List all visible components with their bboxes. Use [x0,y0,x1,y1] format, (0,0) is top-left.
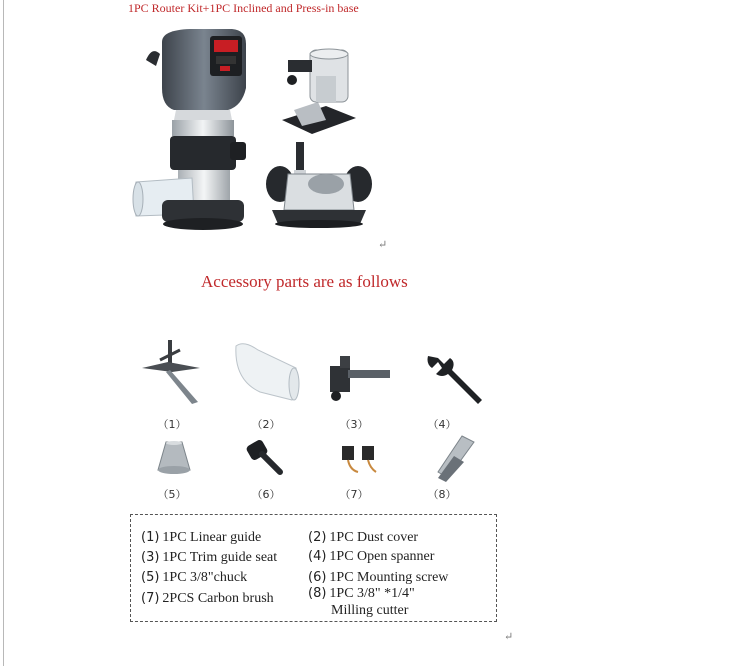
accessory-number: （1） [157,418,187,431]
legend-item [308,549,434,564]
legend-text: 1PC Mounting screw [329,570,449,585]
legend-text: 1PC 3/8"chuck [162,570,248,585]
legend-number: (3) [141,550,160,565]
open-spanner-icon [424,352,484,408]
plunge-base-image [264,140,374,230]
legend-text: 1PC Dust cover [329,530,419,545]
accessory-number: （3） [339,418,369,431]
legend-item [141,530,261,545]
legend-item [141,570,247,585]
linear-guide-icon [140,338,206,406]
legend-number: (2) [308,530,327,545]
legend-text: 2PCS Carbon brush [162,591,274,606]
dust-cover-icon [230,340,302,406]
milling-cutter-icon [432,432,478,484]
legend-item [141,591,274,606]
paragraph-mark: ↵ [504,631,514,643]
accessory-number: （7） [339,488,369,501]
legend-text: 1PC Trim guide seat [162,550,278,565]
legend-number: (1) [141,530,160,545]
accessory-number: （5） [157,488,187,501]
legend-number: (7) [141,591,160,606]
accessory-number: （4） [427,418,457,431]
legend-number: (8) [308,586,327,601]
legend-text: Milling cutter [331,603,409,618]
accessory-legend-box [130,514,497,622]
trim-guide-seat-icon [326,352,392,404]
router-image [132,26,250,232]
mounting-screw-icon [244,438,284,476]
legend-item [308,570,448,585]
section-heading: Accessory parts are as follows [201,272,408,291]
legend-item-continued [331,603,408,618]
legend-text: 1PC Open spanner [329,549,435,564]
legend-number: (6) [308,570,327,585]
accessory-number: （2） [251,418,281,431]
chuck-icon [154,440,194,476]
legend-number: (5) [141,570,160,585]
page-left-border [3,0,4,666]
paragraph-mark: ↵ [378,239,388,251]
legend-text: 1PC 3/8" *1/4" [329,586,415,601]
legend-number: (4) [308,549,327,564]
carbon-brush-icon [338,442,382,476]
accessory-number: （6） [251,488,281,501]
inclined-base-image [280,46,358,136]
legend-item [141,550,277,565]
legend-item [308,586,415,601]
kit-title: 1PC Router Kit+1PC Inclined and Press-in base [128,1,359,15]
legend-text: 1PC Linear guide [162,530,262,545]
legend-item [308,530,418,545]
accessory-number: （8） [427,488,457,501]
